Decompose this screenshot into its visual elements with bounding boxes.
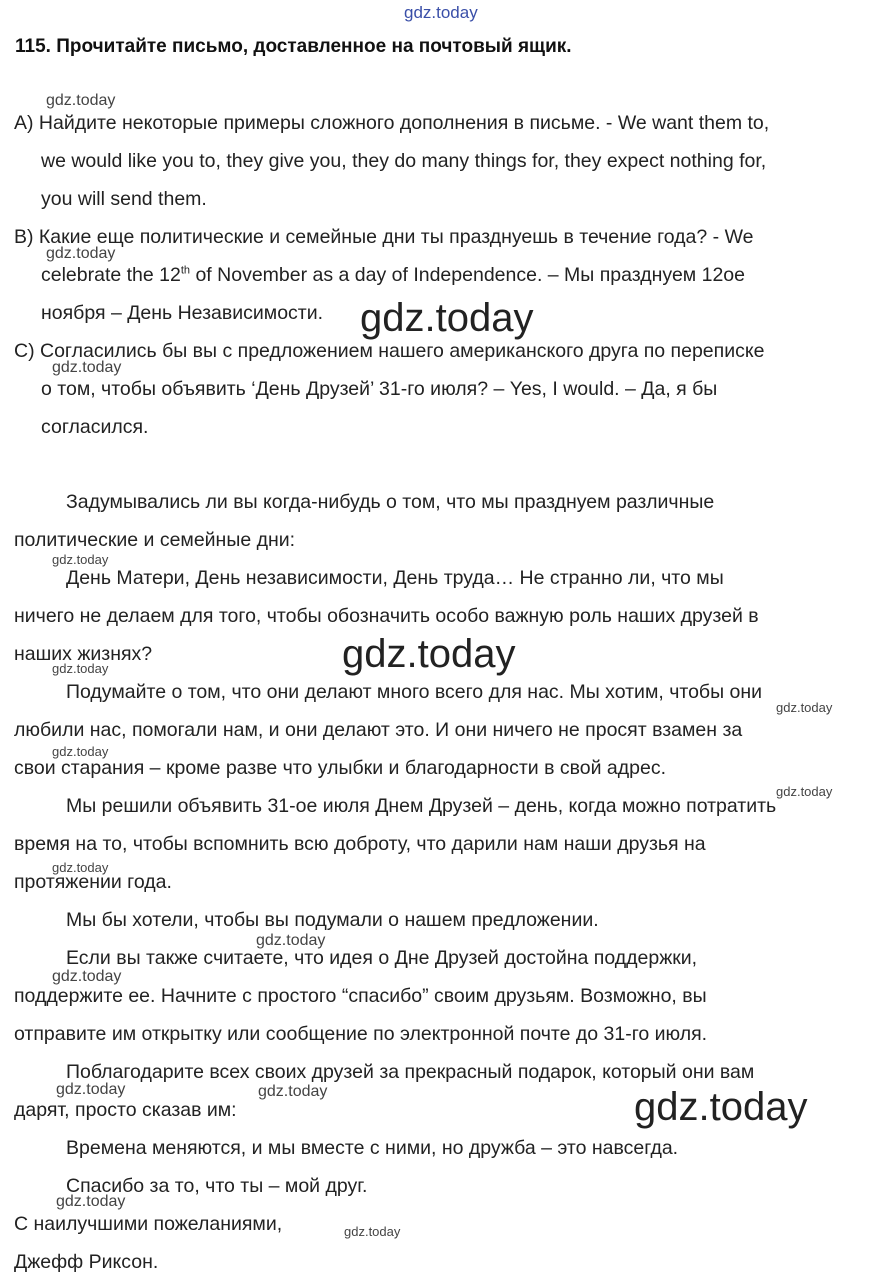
letter-line: отправите им открытку или сообщение по электронной почте до 31-го июля. (14, 1023, 708, 1045)
answer-c-line: C) Согласились бы вы с предложением нашего американского друга по переписке (14, 340, 765, 362)
watermark-small: gdz.today (52, 661, 109, 676)
letter-line: свои старания – кроме разве что улыбки и благодарности в свой адрес. (14, 757, 667, 779)
watermark-small: gdz.today (56, 1193, 126, 1210)
watermark-small: gdz.today (52, 860, 109, 875)
answer-b-line: celebrate the 12th of November as a day of Independence. – Мы празднуем 12ое (41, 264, 745, 286)
watermark-small: gdz.today (344, 1224, 401, 1239)
watermark-small: gdz.today (258, 1083, 328, 1100)
letter-line: политические и семейные дни: (14, 529, 296, 551)
letter-line: наших жизнях? (14, 643, 153, 665)
watermark-small: gdz.today (776, 784, 833, 799)
watermark-small: gdz.today (52, 744, 109, 759)
letter-line: День Матери, День независимости, День труда… Не странно ли, что мы (66, 567, 724, 589)
letter-line: Если вы также считаете, что идея о Дне Друзей достойна поддержки, (66, 947, 698, 969)
watermark-small: gdz.today (52, 968, 122, 985)
watermark-large: gdz.today (342, 632, 516, 676)
letter-line: дарят, просто сказав им: (14, 1099, 237, 1121)
watermark-small: gdz.today (776, 700, 833, 715)
watermark-small: gdz.today (56, 1081, 126, 1098)
letter-line: Времена меняются, и мы вместе с ними, но дружба – это навсегда. (66, 1137, 679, 1159)
answer-a-line: you will send them. (41, 188, 207, 210)
answer-a-line: A) Найдите некоторые примеры сложного дополнения в письме. - We want them to, (14, 112, 770, 134)
watermark-small: gdz.today (52, 552, 109, 567)
watermark-small: gdz.today (46, 245, 116, 262)
watermark-large: gdz.today (360, 296, 534, 340)
letter-line: Мы бы хотели, чтобы вы подумали о нашем предложении. (66, 909, 599, 931)
exercise-title: 115. Прочитайте письмо, доставленное на почтовый ящик. (15, 36, 572, 57)
letter-line: ничего не делаем для того, чтобы обозначить особо важную роль наших друзей в (14, 605, 759, 627)
answer-b-line: ноября – День Независимости. (41, 302, 324, 324)
answer-c-line: о том, чтобы объявить ‘День Друзей’ 31-го июля? – Yes, I would. – Да, я бы (41, 378, 718, 400)
letter-line: время на то, чтобы вспомнить всю доброту, что дарили нам наши друзья на (14, 833, 706, 855)
watermark-small: gdz.today (256, 932, 326, 949)
letter-line: Подумайте о том, что они делают много всего для нас. Мы хотим, чтобы они (66, 681, 763, 703)
letter-line: любили нас, помогали нам, и они делают это. И они ничего не просят взамен за (14, 719, 743, 741)
letter-line: Спасибо за то, что ты – мой друг. (66, 1175, 368, 1197)
answer-a-line: we would like you to, they give you, they do many things for, they expect nothing for, (41, 150, 767, 172)
watermark-top: gdz.today (404, 3, 478, 22)
watermark-large: gdz.today (634, 1085, 808, 1129)
letter-closing: С наилучшими пожеланиями, (14, 1213, 283, 1235)
letter-line: Задумывались ли вы когда-нибудь о том, что мы празднуем различные (66, 491, 715, 513)
answer-b-line: B) Какие еще политические и семейные дни ты празднуешь в течение года? - We (14, 226, 754, 248)
watermark-small: gdz.today (52, 359, 122, 376)
letter-line: Мы решили объявить 31-ое июля Днем Друзей – день, когда можно потратить (66, 795, 777, 817)
letter-line: поддержите ее. Начните с простого “спасибо” своим друзьям. Возможно, вы (14, 985, 707, 1007)
answer-c-line: согласился. (41, 416, 149, 438)
letter-line: протяжении года. (14, 871, 172, 893)
watermark-small: gdz.today (46, 92, 116, 109)
letter-line: Поблагодарите всех своих друзей за прекрасный подарок, который они вам (66, 1061, 755, 1083)
letter-signature: Джефф Риксон. (14, 1251, 159, 1273)
